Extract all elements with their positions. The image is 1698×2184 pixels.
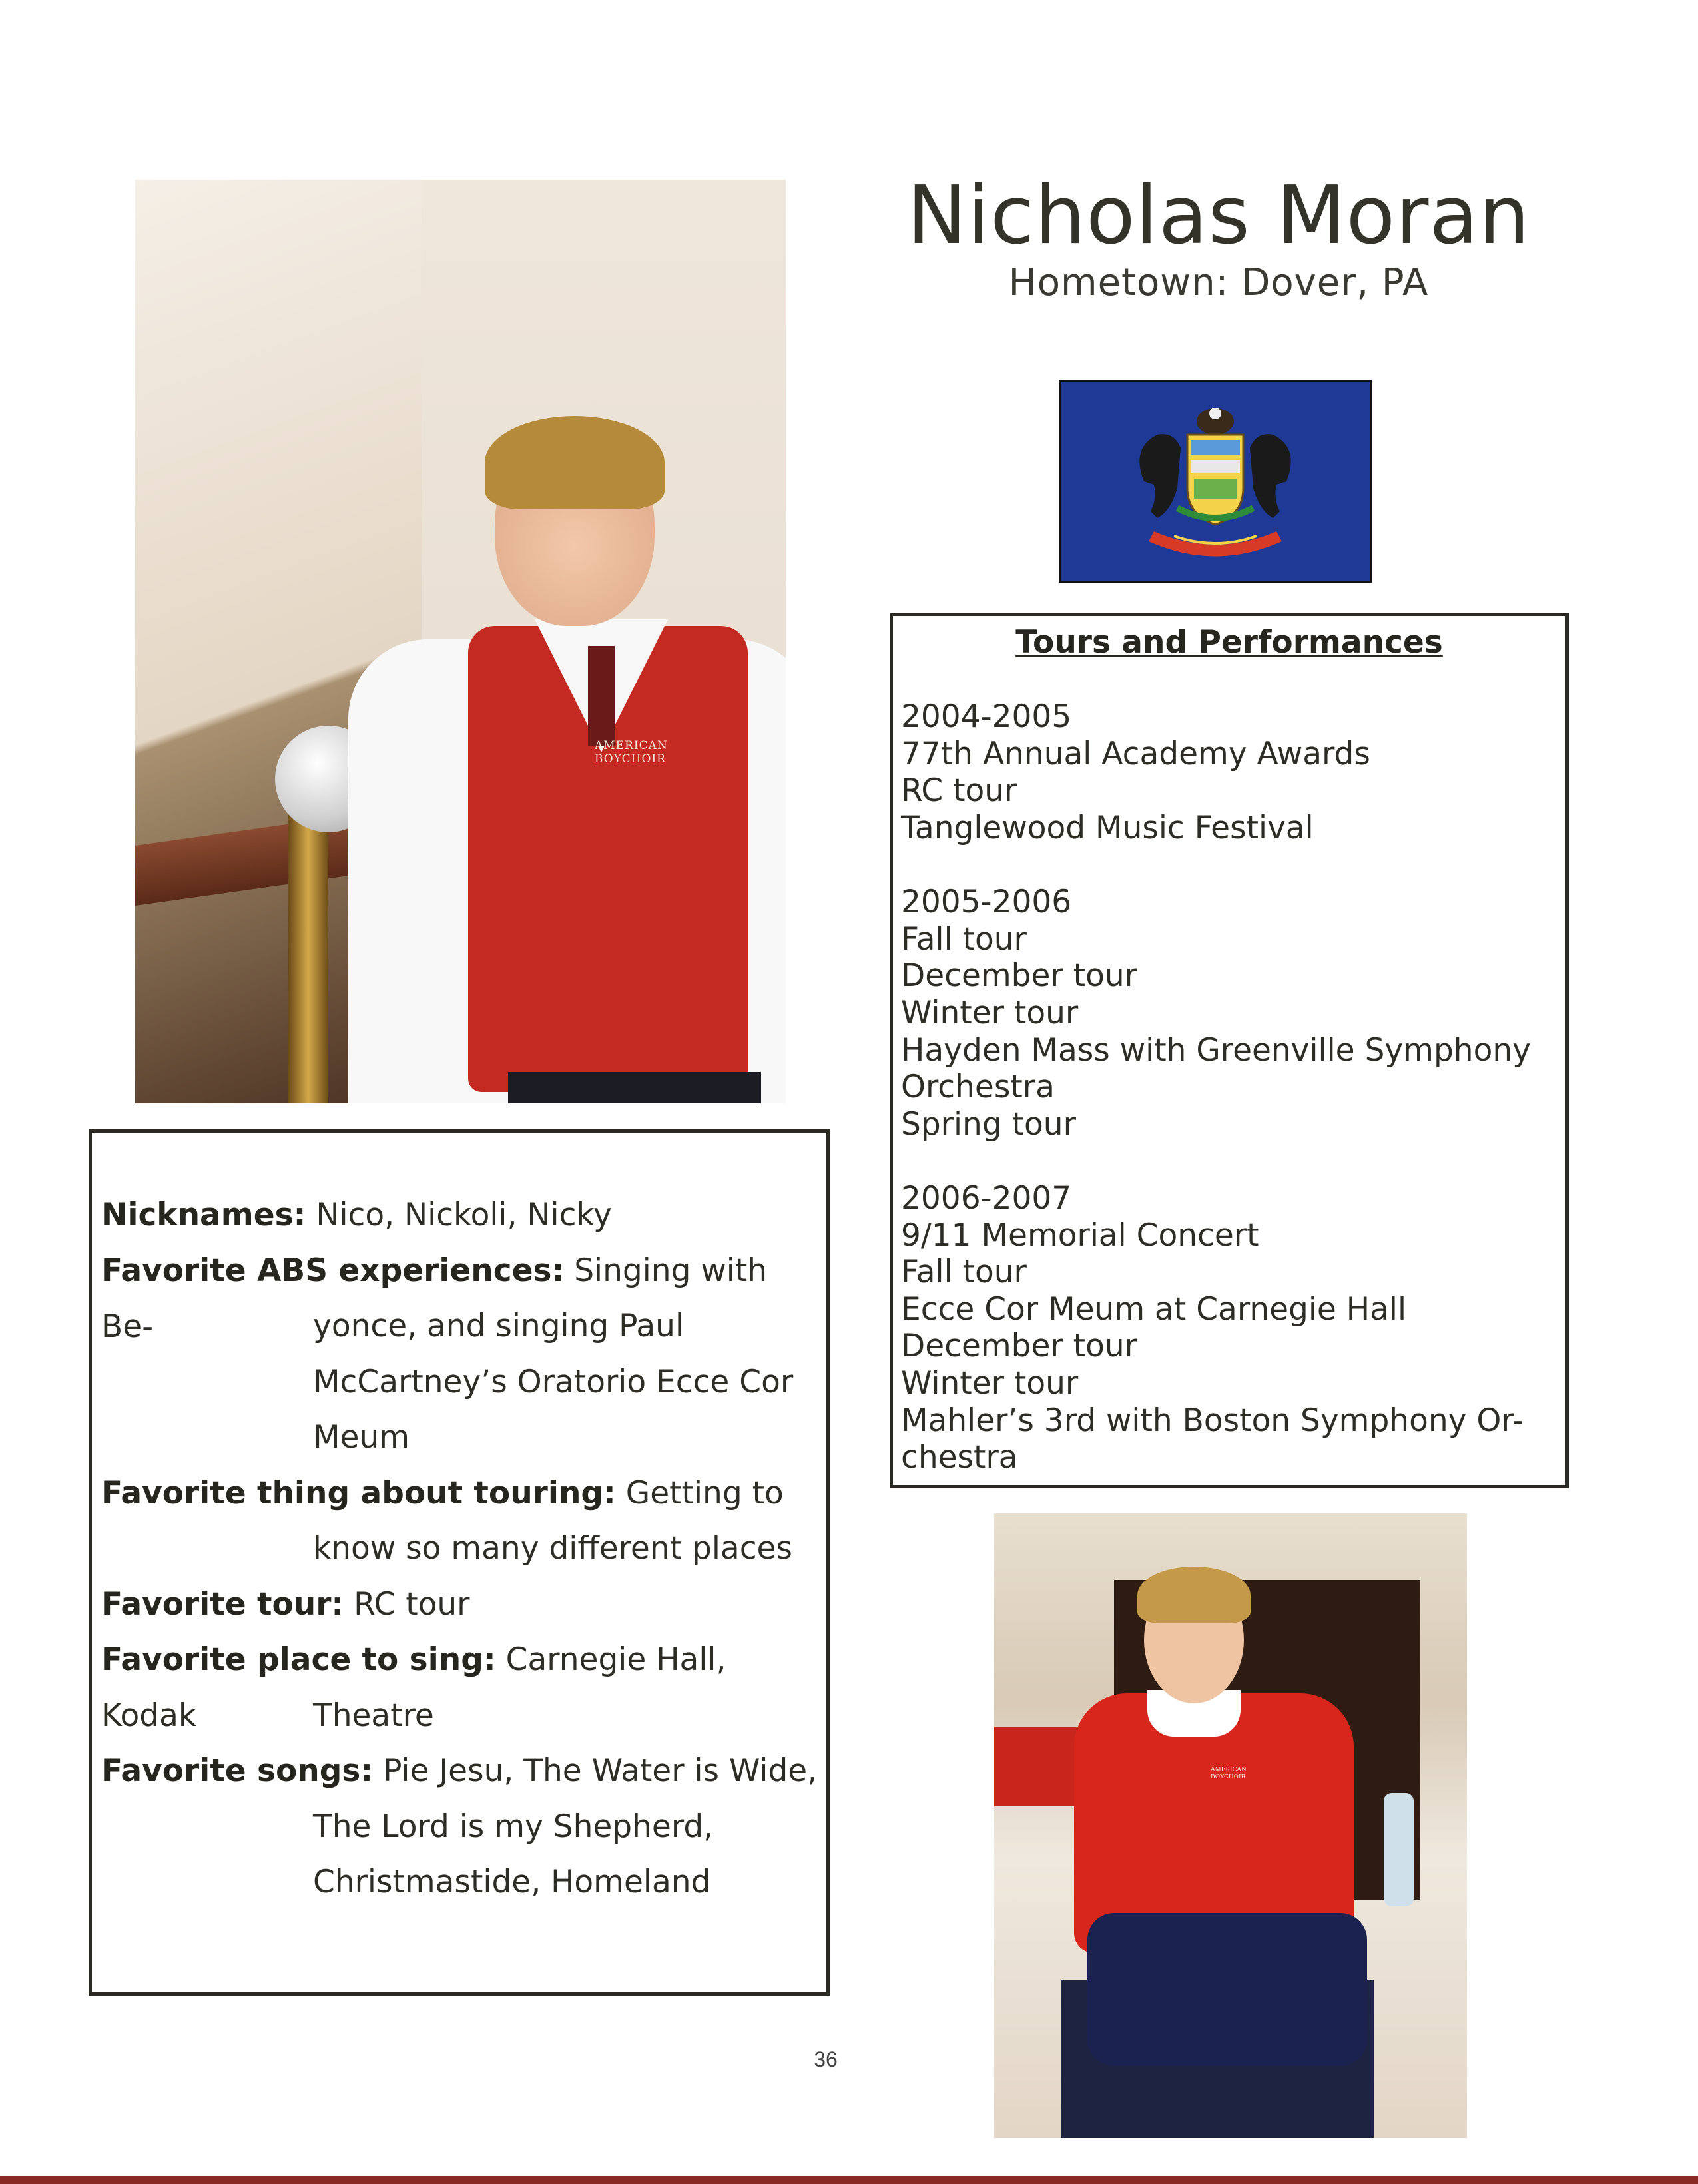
sweater-logo [1211, 1767, 1271, 1781]
tour-line: Winter tour [901, 1365, 1079, 1402]
tour-line: Mahler’s 3rd with Boston Symphony Or- [901, 1402, 1524, 1439]
trousers [508, 1072, 761, 1103]
pennsylvania-flag-icon [1059, 380, 1372, 583]
favorite-place-value: Theatre [313, 1697, 434, 1734]
newel-post [288, 812, 328, 1103]
favorite-songs-value: Pie Jesu, The Water is Wide, [383, 1753, 818, 1789]
tour-season-2004-2005: 2004-2005 [901, 698, 1072, 735]
touring-value: Getting to [625, 1475, 784, 1511]
tour-line: Hayden Mass with Greenville Symphony [901, 1032, 1531, 1069]
sweater-logo-line-2: BOYCHOIR [1211, 1774, 1246, 1780]
nicknames-label: Nicknames: [101, 1197, 306, 1233]
abs-experiences-value: McCartney’s Oratorio Ecce Cor [313, 1364, 794, 1400]
vest-logo-line-2: BOYCHOIR [595, 752, 666, 766]
touring-entry [101, 1466, 820, 1521]
favorite-tour-label: Favorite tour: [101, 1586, 344, 1623]
favorite-place-value: Carnegie Hall, Kodak [101, 1641, 726, 1734]
nicknames-value: Nico, Nickoli, Nicky [316, 1197, 612, 1233]
favorite-place-label: Favorite place to sing: [101, 1641, 496, 1678]
tour-line: chestra [901, 1439, 1018, 1476]
hair [485, 416, 665, 509]
page-edge [0, 2176, 1698, 2184]
favorite-songs-value: Christmastide, Homeland [313, 1864, 711, 1900]
duffel-bag [1087, 1913, 1367, 2066]
favorite-place-entry [101, 1632, 820, 1744]
nicknames-entry [101, 1187, 820, 1243]
abs-experiences-label: Favorite ABS experiences: [101, 1252, 565, 1289]
tour-line: December tour [901, 1328, 1137, 1364]
touring-label: Favorite thing about touring: [101, 1475, 616, 1511]
favorite-songs-label: Favorite songs: [101, 1753, 374, 1789]
tour-line: Orchestra [901, 1069, 1055, 1105]
tour-line: Winter tour [901, 995, 1079, 1031]
tour-line: Tanglewood Music Festival [901, 810, 1314, 846]
tour-line: Ecce Cor Meum at Carnegie Hall [901, 1291, 1407, 1328]
candid-photo [994, 1513, 1467, 2138]
vest-logo-line-1: AMERICAN [595, 739, 668, 752]
hometown: Hometown: Dover, PA [1008, 261, 1429, 304]
tour-season-2005-2006: 2005-2006 [901, 884, 1072, 920]
tour-line: 9/11 Memorial Concert [901, 1217, 1259, 1254]
abs-experiences-value: Meum [313, 1419, 410, 1456]
abs-experiences-value: yonce, and singing Paul [313, 1308, 685, 1344]
vest-logo [595, 739, 688, 766]
favorite-tour-value: RC tour [354, 1586, 470, 1623]
tour-line: December tour [901, 957, 1137, 994]
tour-season-2006-2007: 2006-2007 [901, 1180, 1072, 1217]
portrait-photo [135, 180, 786, 1103]
tour-line: Spring tour [901, 1106, 1076, 1143]
water-bottle [1384, 1793, 1414, 1906]
abs-experiences-value: Singing with Be- [101, 1252, 768, 1345]
favorite-tour-entry [101, 1577, 820, 1633]
tour-line: RC tour [901, 772, 1017, 809]
tour-line: Fall tour [901, 1254, 1027, 1290]
tour-line: 77th Annual Academy Awards [901, 736, 1370, 772]
tours-heading: Tours and Performances [1015, 624, 1443, 661]
hair [1137, 1567, 1251, 1623]
touring-value: know so many different places [313, 1530, 792, 1567]
page-number: 36 [814, 2048, 838, 2071]
coat-of-arms-icon [1061, 382, 1370, 581]
necktie [588, 646, 615, 746]
profile-name: Nicholas Moran [907, 170, 1530, 262]
sweater-logo-line-1: AMERICAN [1211, 1767, 1247, 1773]
tour-line: Fall tour [901, 921, 1027, 957]
favorite-songs-entry [101, 1743, 820, 1799]
favorite-songs-value: The Lord is my Shepherd, [313, 1808, 714, 1845]
